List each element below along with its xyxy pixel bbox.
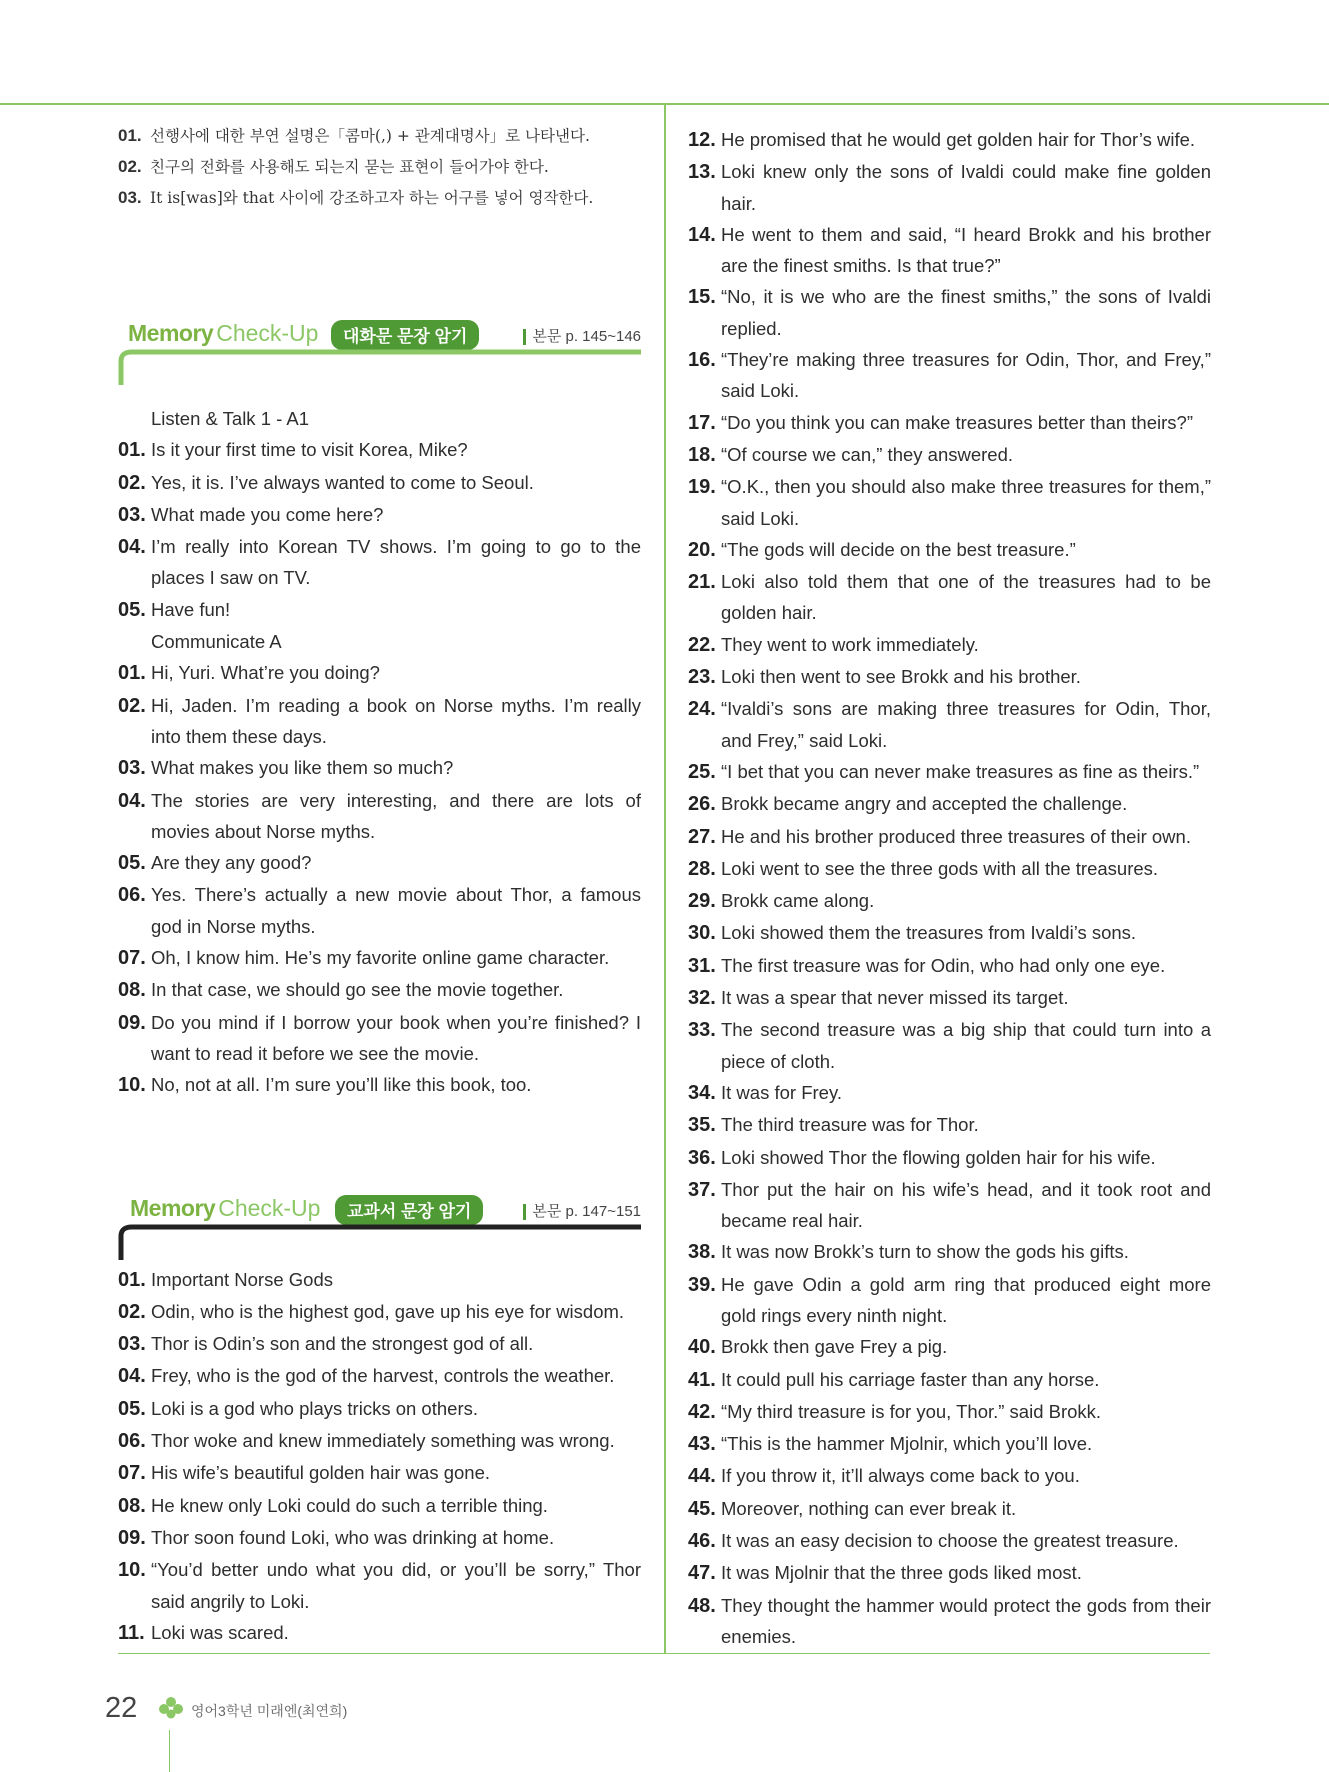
line-number: 07. — [118, 1462, 146, 1485]
page-reference: 본문 p. 147~151 — [523, 1204, 641, 1220]
sentence-line — [688, 439, 1211, 471]
line-text: It was Mjolnir that the three gods liked most. — [721, 1562, 1082, 1584]
line-text: Thor put the hair on his wife’s head, and it took root and became real hair. — [721, 1178, 1211, 1232]
hint-text: 선행사에 대한 부연 설명은「콤마(,) + 관계대명사」로 나타낸다. — [150, 127, 590, 145]
sentence-line — [688, 344, 1211, 407]
line-text: Loki went to see the three gods with all the treasures. — [721, 857, 1159, 879]
line-number: 35. — [688, 1114, 716, 1137]
dialogue-group — [118, 626, 641, 1101]
hint-item — [118, 155, 641, 186]
line-text: Are they any good? — [151, 852, 312, 874]
line-number: 42. — [688, 1400, 716, 1423]
line-text: His wife’s beautiful golden hair was gone. — [151, 1462, 491, 1484]
sentence-line — [688, 1331, 1211, 1363]
line-text: No, not at all. I’m sure you’ll like this book, too. — [151, 1074, 532, 1096]
sentence-line — [118, 434, 641, 466]
line-text: It was now Brokk’s turn to show the gods his gifts. — [721, 1241, 1129, 1263]
sentence-line — [118, 1007, 641, 1070]
line-number: 30. — [688, 922, 716, 945]
line-number: 36. — [688, 1146, 716, 1169]
line-text: Brokk came along. — [721, 890, 875, 912]
bottom-rule — [118, 1653, 1210, 1654]
hint-item — [118, 186, 641, 217]
line-text: He went to them and said, “I heard Brokk and his brother are the finest smiths. Is that true?” — [721, 223, 1211, 277]
line-text: The stories are very interesting, and there are lots of movies about Norse myths. — [151, 789, 641, 842]
section-title-light: Check-Up — [218, 1194, 321, 1221]
sentence-line — [118, 1264, 641, 1296]
line-number: 46. — [688, 1530, 716, 1553]
line-number: 25. — [688, 760, 716, 783]
sentence-line — [688, 1174, 1211, 1237]
line-text: The first treasure was for Odin, who had only one eye. — [721, 954, 1166, 976]
hint-number: 03. — [118, 188, 142, 207]
line-number: 19. — [688, 476, 716, 499]
hints-list — [118, 124, 641, 217]
line-text: What made you come here? — [151, 503, 384, 525]
line-number: 04. — [118, 789, 146, 812]
line-text: Brokk then gave Frey a pig. — [721, 1336, 948, 1358]
sentence-line — [688, 566, 1211, 629]
sentence-line — [688, 885, 1211, 917]
line-number: 01. — [118, 662, 146, 685]
line-number: 24. — [688, 698, 716, 721]
sentence-line — [688, 281, 1211, 344]
line-text: Do you mind if I borrow your book when you’re finished? I want to read it before we see the movie. — [151, 1011, 641, 1064]
line-number: 04. — [118, 536, 146, 559]
line-text: Thor woke and knew immediately something was wrong. — [151, 1430, 615, 1452]
line-text: He promised that he would get golden hair for Thor’s wife. — [721, 129, 1196, 150]
sentence-line — [118, 1522, 641, 1554]
line-text: Hi, Jaden. I’m reading a book on Norse myths. I’m really into them these days. — [151, 694, 641, 747]
sentence-line — [118, 657, 641, 689]
line-number: 32. — [688, 987, 716, 1010]
line-number: 44. — [688, 1465, 716, 1488]
line-text: Loki knew only the sons of Ivaldi could make fine golden hair. — [721, 161, 1211, 214]
sentence-line — [118, 1490, 641, 1522]
sentence-line — [118, 879, 641, 942]
line-number: 33. — [688, 1019, 716, 1042]
page-number: 22 — [105, 1692, 138, 1724]
sentence-line — [688, 534, 1211, 566]
line-number: 28. — [688, 857, 716, 880]
book-name: 영어3학년 미래엔(최연희) — [191, 1703, 348, 1719]
line-text: Is it your first time to visit Korea, Mike? — [151, 439, 468, 461]
line-number: 02. — [118, 694, 146, 717]
line-text: Frey, who is the god of the harvest, controls the weather. — [151, 1365, 615, 1387]
line-text: Oh, I know him. He’s my favorite online game character. — [151, 947, 610, 969]
sentence-line — [118, 1328, 641, 1360]
line-text: He and his brother produced three treasures of their own. — [721, 825, 1191, 847]
sentence-line — [118, 1457, 641, 1489]
sentence-line — [688, 1493, 1211, 1525]
line-number: 37. — [688, 1178, 716, 1201]
section-badge: 교과서 문장 암기 — [335, 1195, 483, 1225]
sentence-line — [118, 1425, 641, 1457]
sentence-line — [118, 1360, 641, 1392]
line-number: 01. — [118, 1268, 146, 1291]
sentence-line — [688, 629, 1211, 661]
line-text: Odin, who is the highest god, gave up his eye for wisdom. — [151, 1300, 625, 1322]
column-divider — [664, 105, 666, 1653]
line-text: “Of course we can,” they answered. — [721, 443, 1014, 465]
sentence-line — [688, 1236, 1211, 1268]
line-number: 05. — [118, 852, 146, 875]
line-text: I’m really into Korean TV shows. I’m going to go to the places I saw on TV. — [151, 536, 641, 589]
line-number: 15. — [688, 286, 716, 309]
sentence-line — [688, 917, 1211, 949]
sentence-line — [118, 1069, 641, 1101]
right-column — [688, 124, 1211, 1652]
line-number: 29. — [688, 890, 716, 913]
line-number: 09. — [118, 1526, 146, 1549]
line-number: 06. — [118, 1430, 146, 1453]
line-text: It could pull his carriage faster than any horse. — [721, 1368, 1100, 1390]
line-number: 48. — [688, 1594, 716, 1617]
line-text: “No, it is we who are the finest smiths,” the sons of Ivaldi replied. — [721, 286, 1211, 339]
line-text: If you throw it, it’ll always come back to you. — [721, 1465, 1080, 1487]
page-reference: 본문 p. 145~146 — [523, 329, 641, 345]
line-text: Loki is a god who plays tricks on others. — [151, 1397, 478, 1419]
line-number: 40. — [688, 1336, 716, 1359]
line-number: 39. — [688, 1273, 716, 1296]
sentence-line — [688, 1077, 1211, 1109]
section-header-dialogue — [118, 315, 641, 381]
line-number: 38. — [688, 1241, 716, 1264]
line-number: 22. — [688, 633, 716, 656]
line-number: 21. — [688, 571, 716, 594]
sentence-line — [688, 661, 1211, 693]
line-text: Yes. There’s actually a new movie about Thor, a famous god in Norse myths. — [151, 884, 641, 937]
line-number: 07. — [118, 947, 146, 970]
sentence-line — [118, 1296, 641, 1328]
line-text: “Do you think you can make treasures better than theirs?” — [721, 411, 1193, 433]
line-text: In that case, we should go see the movie together. — [151, 979, 564, 1001]
line-text: “The gods will decide on the best treasure.” — [721, 538, 1076, 560]
section-title-light: Check-Up — [216, 320, 319, 346]
line-number: 47. — [688, 1562, 716, 1585]
line-text: “They’re making three treasures for Odin, Thor, and Frey,” said Loki. — [721, 349, 1211, 402]
section-header-textbook — [118, 1190, 641, 1256]
line-number: 26. — [688, 793, 716, 816]
line-number: 09. — [118, 1011, 146, 1034]
line-text: He knew only Loki could do such a terrible thing. — [151, 1494, 548, 1516]
line-number: 34. — [688, 1081, 716, 1104]
sentence-line — [688, 853, 1211, 885]
line-number: 13. — [688, 161, 716, 184]
line-text: Loki showed Thor the flowing golden hair for his wife. — [721, 1146, 1156, 1168]
line-number: 12. — [688, 129, 716, 151]
line-text: They went to work immediately. — [721, 633, 979, 655]
footer-stem-line — [169, 1730, 170, 1772]
line-text: Thor is Odin’s son and the strongest god of all. — [151, 1333, 534, 1355]
line-number: 10. — [118, 1074, 146, 1097]
line-number: 01. — [118, 439, 146, 462]
line-text: “My third treasure is for you, Thor.” said Brokk. — [721, 1400, 1102, 1422]
sentence-line — [688, 124, 1211, 156]
line-number: 05. — [118, 598, 146, 621]
sentence-line — [118, 531, 641, 594]
line-text: “Ivaldi’s sons are making three treasures for Odin, Thor, and Frey,” said Loki. — [721, 698, 1211, 751]
dialogue-group — [118, 403, 641, 626]
textbook-sentences — [118, 1264, 641, 1650]
line-text: Important Norse Gods — [151, 1268, 333, 1290]
sentence-line — [688, 821, 1211, 853]
sentence-line — [118, 1617, 641, 1649]
sentence-line — [118, 499, 641, 531]
hint-item — [118, 124, 641, 155]
line-text: They thought the hammer would protect the gods from their enemies. — [721, 1594, 1211, 1647]
section-title-bold: Memory — [130, 1194, 216, 1221]
line-text: Thor soon found Loki, who was drinking at home. — [151, 1526, 555, 1548]
left-column — [118, 124, 641, 1649]
sentence-line — [688, 1142, 1211, 1174]
sentence-line — [688, 1014, 1211, 1077]
line-number: 27. — [688, 825, 716, 848]
hint-number: 01. — [118, 126, 142, 145]
sentence-line — [688, 788, 1211, 820]
header-curve-line — [118, 349, 641, 385]
line-number: 31. — [688, 954, 716, 977]
line-text: What makes you like them so much? — [151, 757, 454, 779]
line-number: 02. — [118, 471, 146, 494]
line-number: 41. — [688, 1368, 716, 1391]
line-number: 05. — [118, 1397, 146, 1420]
line-text: The third treasure was for Thor. — [721, 1114, 979, 1136]
header-curve-line — [118, 1224, 641, 1260]
line-number: 16. — [688, 349, 716, 372]
sentence-line — [688, 156, 1211, 219]
line-number: 43. — [688, 1433, 716, 1456]
sentence-line — [688, 1364, 1211, 1396]
line-text: Moreover, nothing can ever break it. — [721, 1497, 1017, 1519]
sentence-line — [688, 219, 1211, 282]
section-title-bold: Memory — [128, 320, 214, 346]
line-number: 08. — [118, 979, 146, 1002]
line-text: The second treasure was a big ship that could turn into a piece of cloth. — [721, 1019, 1211, 1072]
line-number: 11. — [118, 1621, 145, 1644]
sentence-line — [688, 1460, 1211, 1492]
sentence-line — [688, 1525, 1211, 1557]
clover-icon — [159, 1696, 183, 1724]
sentence-line — [118, 690, 641, 753]
line-number: 17. — [688, 411, 716, 434]
sentence-line — [118, 785, 641, 848]
line-text: Brokk became angry and accepted the challenge. — [721, 793, 1128, 815]
sentence-line — [118, 594, 641, 626]
line-text: Loki was scared. — [151, 1621, 289, 1643]
line-text: It was a spear that never missed its target. — [721, 987, 1069, 1009]
sentence-line — [118, 752, 641, 784]
line-number: 23. — [688, 666, 716, 689]
sentence-line — [688, 407, 1211, 439]
line-text: “I bet that you can never make treasures as fine as theirs.” — [721, 760, 1200, 782]
line-text: Loki also told them that one of the treasures had to be golden hair. — [721, 571, 1211, 624]
sentence-line — [688, 756, 1211, 788]
sentence-line — [118, 847, 641, 879]
line-number: 45. — [688, 1497, 716, 1520]
line-text: It was an easy decision to choose the greatest treasure. — [721, 1530, 1179, 1552]
dialogue-heading: Communicate A — [151, 631, 282, 653]
line-number: 03. — [118, 757, 146, 780]
hint-text: It is[was]와 that 사이에 강조하고자 하는 어구를 넣어 영작한다. — [150, 189, 594, 207]
line-text: It was for Frey. — [721, 1081, 842, 1103]
section-badge: 대화문 문장 암기 — [331, 320, 479, 350]
line-number: 02. — [118, 1300, 146, 1323]
section-title — [128, 320, 318, 347]
line-text: He gave Odin a gold arm ring that produced eight more gold rings every ninth night. — [721, 1273, 1211, 1326]
line-number: 14. — [688, 223, 716, 246]
sentence-line — [688, 1269, 1211, 1332]
line-text: “This is the hammer Mjolnir, which you’ll love. — [721, 1433, 1093, 1455]
line-text: Have fun! — [151, 598, 231, 620]
dialogue-heading: Listen & Talk 1 - A1 — [151, 408, 310, 429]
hint-text: 친구의 전화를 사용해도 되는지 묻는 표현이 들어가야 한다. — [150, 158, 549, 176]
sentence-line — [118, 467, 641, 499]
line-text: Hi, Yuri. What’re you doing? — [151, 662, 380, 684]
line-number: 20. — [688, 538, 716, 561]
sentence-line — [118, 1554, 641, 1617]
line-text: “O.K., then you should also make three treasures for them,” said Loki. — [721, 476, 1211, 529]
section-title — [130, 1195, 320, 1222]
line-number: 03. — [118, 503, 146, 526]
line-text: “You’d better undo what you did, or you’ll be sorry,” Thor said angrily to Loki. — [151, 1559, 641, 1612]
sentence-line — [688, 1557, 1211, 1589]
line-text: Yes, it is. I’ve always wanted to come to Seoul. — [151, 471, 534, 493]
line-text: Loki then went to see Brokk and his brother. — [721, 666, 1081, 688]
line-number: 08. — [118, 1494, 146, 1517]
line-number: 03. — [118, 1333, 146, 1356]
line-number: 06. — [118, 884, 146, 907]
line-text: Loki showed them the treasures from Ivaldi’s sons. — [721, 922, 1137, 944]
sentence-line — [688, 471, 1211, 534]
line-number: 10. — [118, 1559, 146, 1582]
sentence-line — [688, 950, 1211, 982]
sentence-line — [688, 1428, 1211, 1460]
sentence-line — [688, 982, 1211, 1014]
sentence-line — [118, 942, 641, 974]
sentence-line — [688, 693, 1211, 756]
hint-number: 02. — [118, 157, 142, 176]
sentence-line — [118, 1393, 641, 1425]
sentence-line — [688, 1590, 1211, 1653]
line-number: 18. — [688, 443, 716, 466]
sentence-line — [688, 1109, 1211, 1141]
sentence-line — [118, 974, 641, 1006]
sentence-line — [688, 1396, 1211, 1428]
line-number: 04. — [118, 1365, 146, 1388]
